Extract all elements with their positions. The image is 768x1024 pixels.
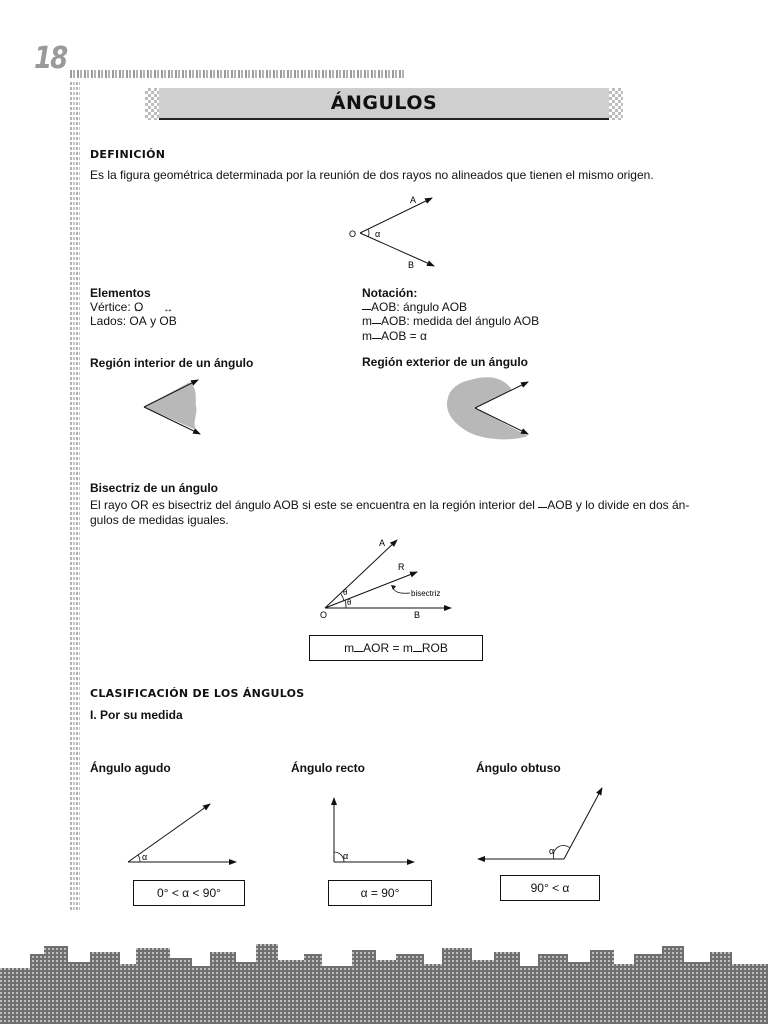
sides-conj: y: [150, 314, 157, 328]
ray-upper: [564, 788, 602, 859]
right-angle-label: Ángulo recto: [291, 761, 365, 775]
measure-prefix: m: [362, 314, 372, 328]
label-bisectriz: bisectriz: [411, 589, 441, 598]
angle-symbol: [354, 644, 363, 653]
interior-region-heading: Región interior de un ángulo: [90, 356, 254, 370]
label-o: O: [349, 229, 357, 239]
ray-oa-notation: ↔ OA: [129, 314, 146, 329]
exterior-shaded-region: [447, 377, 528, 439]
obtuse-formula-box: 90° < α: [500, 875, 600, 901]
bisector-formula-box: [309, 635, 483, 661]
checker-left-decoration: [145, 88, 159, 120]
notation-line2-text: AOB: medida del ángulo AOB: [381, 314, 540, 328]
checker-right-decoration: [609, 88, 623, 120]
sides-prefix: Lados:: [90, 314, 127, 328]
measure-prefix: m: [362, 329, 372, 343]
elements-sides: [90, 314, 177, 329]
angle-symbol: [362, 302, 371, 311]
elements-heading: Elementos: [90, 286, 151, 300]
notation-heading: Notación:: [362, 286, 418, 300]
label-alpha: α: [375, 229, 381, 239]
obtuse-angle-figure: [474, 784, 610, 864]
page-number: 18: [34, 41, 67, 77]
exterior-region-figure: [440, 372, 540, 442]
elements-vertex: Vértice: O: [90, 300, 144, 314]
definition-text: Es la figura geométrica determinada por la reunión de dos rayos no alineados que tienen el mismo origen.: [90, 168, 654, 182]
interior-region-figure: [138, 378, 208, 438]
theta-arc-lower: [345, 600, 346, 608]
label-alpha: α: [343, 851, 349, 861]
label-alpha: α: [142, 852, 148, 862]
ray-upper: [128, 804, 210, 862]
label-b: B: [408, 260, 415, 270]
formula-middle: AOR = m: [363, 641, 413, 655]
top-texture-strip: [70, 70, 406, 78]
city-skyline-decoration: [0, 940, 768, 1024]
label-o: O: [320, 610, 328, 620]
alpha-arc: [138, 855, 140, 862]
bisector-figure: [315, 536, 465, 620]
alpha-arc: [368, 229, 369, 237]
angle-symbol: [372, 316, 381, 325]
bisectriz-pointer: [393, 588, 410, 593]
exterior-region-heading: Región exterior de un ángulo: [362, 355, 529, 369]
page-title: ÁNGULOS: [330, 92, 438, 114]
title-bar: [145, 88, 623, 120]
bisector-text: [90, 498, 710, 528]
angle-symbol: [413, 644, 422, 653]
right-angle-figure: [322, 792, 422, 868]
label-theta-lower: θ: [347, 598, 352, 607]
bisector-text-part2: AOB y lo divide en dos án-: [547, 498, 690, 512]
right-formula-box: α = 90°: [328, 880, 432, 906]
ray-oa: [360, 198, 432, 233]
label-r: R: [398, 562, 405, 572]
definition-heading: DEFINICIÓN: [90, 148, 166, 161]
acute-angle-label: Ángulo agudo: [90, 761, 171, 775]
notation-line3: [362, 329, 427, 344]
ray-ob: [360, 233, 434, 266]
interior-shaded-region: [144, 382, 196, 430]
obtuse-angle-label: Ángulo obtuso: [476, 761, 561, 775]
formula-end: ROB: [421, 641, 448, 655]
label-alpha: α: [549, 846, 555, 856]
label-a: A: [379, 538, 386, 548]
notation-line1: [362, 300, 467, 315]
acute-formula-box: 0° < α < 90°: [133, 880, 245, 906]
left-texture-strip: [70, 80, 80, 910]
bisector-text-part1: El rayo OR es bisectriz del ángulo AOB si este se encuentra en la región interior del: [90, 498, 535, 512]
angle-symbol: [372, 331, 381, 340]
classification-subheading: I. Por su medida: [90, 708, 183, 722]
title-band: [159, 88, 609, 120]
bisector-text-line2: gulos de medidas iguales.: [90, 513, 229, 527]
ray-or: [325, 572, 417, 608]
bisectriz-pointer-head: [391, 585, 396, 590]
ray-ob-notation: ↔ OB: [159, 314, 176, 329]
label-a: A: [410, 195, 417, 205]
bisector-heading: Bisectriz de un ángulo: [90, 481, 219, 495]
acute-angle-figure: [120, 798, 244, 868]
ray-oa: [325, 540, 397, 608]
label-theta-upper: θ: [343, 588, 348, 597]
notation-line2: [362, 314, 539, 329]
classification-heading: CLASIFICACIÓN DE LOS ÁNGULOS: [90, 687, 305, 700]
angle-symbol: [538, 500, 547, 509]
angle-definition-figure: [340, 190, 450, 272]
label-b: B: [414, 610, 421, 620]
notation-line3-text: AOB = α: [381, 329, 427, 343]
measure-prefix: m: [344, 641, 355, 655]
notation-line1-text: AOB: ángulo AOB: [371, 300, 468, 314]
